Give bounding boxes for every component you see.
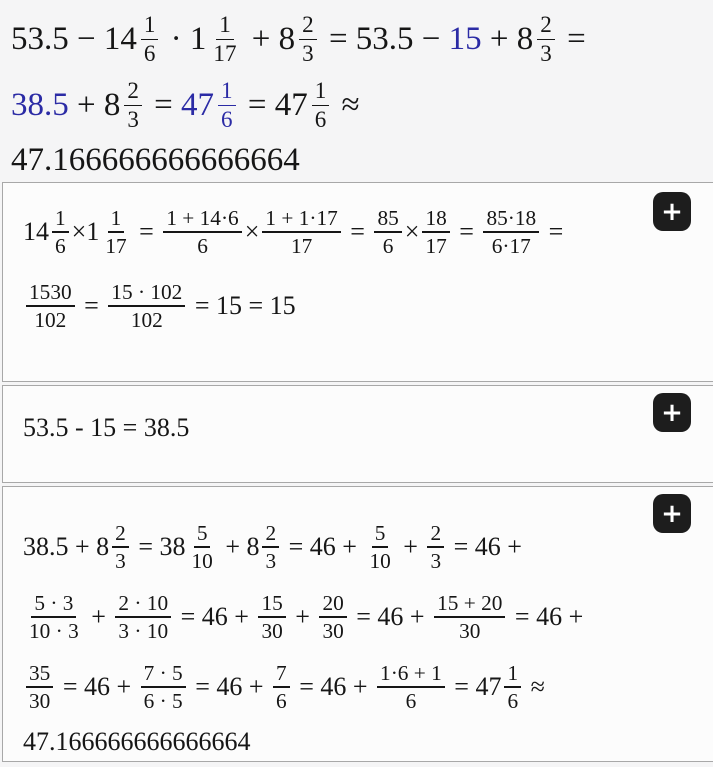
fraction-denominator: 6 (55, 234, 66, 258)
fraction-numerator: 2 (427, 521, 444, 549)
fraction-numerator: 1 + 14·6 (163, 206, 241, 234)
expand-addition-step-button[interactable]: + (653, 494, 691, 533)
math-text: = 46 + (349, 602, 432, 631)
fraction-denominator: 102 (34, 308, 67, 332)
fraction (273, 661, 290, 714)
math-text: ×1 (71, 217, 100, 246)
math-text: = 46 + (174, 602, 256, 631)
fraction (319, 591, 346, 644)
fraction-numerator: 2 (537, 12, 555, 40)
math-text: ≈ (524, 672, 545, 701)
fraction-denominator: 6 (197, 234, 208, 258)
fraction-denominator: 6 · 5 (143, 689, 183, 713)
math-text: + (396, 532, 425, 561)
fraction-denominator: 6 (143, 39, 156, 66)
math-text: + (84, 602, 113, 631)
fraction (112, 521, 129, 574)
fraction (483, 206, 539, 259)
math-text: × (404, 217, 420, 246)
fraction-denominator: 6 (507, 689, 519, 713)
math-text: ≈ (333, 86, 360, 123)
fraction-denominator: 3 · 10 (118, 619, 169, 643)
math-text: + 8 (481, 20, 534, 57)
math-text: = (132, 217, 161, 246)
fraction (262, 521, 279, 574)
fraction (434, 591, 505, 644)
fraction (258, 591, 285, 644)
fraction-numerator: 2 (124, 78, 142, 106)
fraction-denominator: 6 (276, 689, 287, 713)
fraction (422, 206, 449, 259)
step-card-addition (2, 486, 713, 762)
math-text: = 53.5 − (320, 20, 449, 57)
summary-decimal-result (11, 138, 705, 182)
fraction (26, 280, 75, 333)
fraction (210, 12, 239, 67)
math-text: = 46 + (292, 672, 375, 701)
math-text: · 1 (162, 20, 207, 57)
multiplication-step-line-2 (23, 273, 667, 339)
step-card-multiplication (2, 182, 713, 382)
fraction (427, 521, 444, 574)
math-text: = (77, 291, 106, 320)
fraction-numerator: 2 (262, 521, 279, 549)
fraction-numerator: 7 (273, 661, 290, 689)
fraction-numerator: 1 + 1·17 (262, 206, 340, 234)
fraction-numerator: 15 + 20 (434, 591, 505, 619)
fraction (299, 12, 317, 67)
fraction-denominator: 17 (290, 234, 313, 258)
fraction-denominator: 10 (191, 549, 213, 573)
math-text: + (288, 602, 317, 631)
fraction-denominator: 3 (127, 105, 139, 132)
math-text: = (452, 217, 481, 246)
fraction-numerator: 2 (112, 521, 129, 549)
math-text: = 46 + (282, 532, 364, 561)
fraction-denominator: 102 (130, 308, 163, 332)
fraction-numerator: 2 · 10 (115, 591, 171, 619)
math-text: 47 (181, 86, 215, 123)
fraction (262, 206, 340, 259)
fraction-denominator: 3 (265, 549, 277, 573)
math-text: = 47 (447, 672, 502, 701)
fraction-numerator: 85 (374, 206, 401, 234)
math-text: 38.5 + 8 (23, 532, 110, 561)
fraction-numerator: 18 (422, 206, 449, 234)
math-text: = 46 + (508, 602, 584, 631)
math-text: 38.5 (11, 86, 69, 123)
math-text: 53.5 - 15 = 38.5 (23, 413, 190, 442)
fraction-numerator: 5 (372, 521, 389, 549)
fraction-numerator: 5 (194, 521, 211, 549)
fraction (312, 78, 330, 133)
expand-multiplication-step-button[interactable]: + (653, 192, 691, 231)
fraction-numerator: 7 · 5 (141, 661, 186, 689)
fraction-denominator: 30 (459, 619, 481, 643)
fraction-denominator: 3 (540, 39, 552, 66)
summary-equation (0, 0, 713, 182)
fraction-numerator: 1 (108, 206, 125, 234)
fraction-denominator: 6 (314, 105, 327, 132)
math-text: = 46 + (188, 672, 271, 701)
fraction-numerator: 1·6 + 1 (377, 661, 445, 689)
math-text: = 46 + (56, 672, 138, 701)
math-text: = 38 (131, 532, 186, 561)
fraction-numerator: 15 · 102 (108, 280, 185, 308)
fraction-denominator: 6·17 (491, 234, 531, 258)
fraction-numerator: 2 (299, 12, 317, 40)
math-text: = (145, 86, 182, 123)
fraction-denominator: 30 (322, 619, 344, 643)
fraction (163, 206, 241, 259)
addition-step-line-2 (23, 583, 667, 651)
fraction-denominator: 30 (29, 689, 51, 713)
addition-step-line-1 (23, 513, 667, 581)
fraction (52, 206, 69, 259)
fraction (377, 661, 445, 714)
fraction-denominator: 3 (115, 549, 126, 573)
math-text: × (244, 217, 260, 246)
fraction-numerator: 1530 (26, 280, 75, 308)
fraction-numerator: 1 (312, 78, 330, 106)
fraction (504, 661, 521, 714)
math-text: = 15 = 15 (188, 291, 296, 320)
fraction (26, 661, 53, 714)
summary-line-2 (11, 72, 705, 138)
math-text: + 8 (68, 86, 121, 123)
fraction-denominator: 6 (382, 234, 394, 258)
math-text: = (343, 217, 372, 246)
fraction-denominator: 6 (221, 105, 233, 132)
fraction-numerator: 1 (216, 12, 234, 40)
math-text: = (558, 20, 586, 57)
fraction (26, 591, 82, 644)
fraction-denominator: 3 (430, 549, 442, 573)
fraction-numerator: 1 (52, 206, 69, 234)
fraction-numerator: 85·18 (483, 206, 539, 234)
fraction (108, 280, 185, 333)
fraction-denominator: 17 (213, 39, 237, 66)
fraction-denominator: 17 (105, 234, 127, 258)
fraction (124, 78, 142, 133)
subtraction-step-line-1 (23, 410, 667, 446)
fraction (141, 12, 159, 67)
math-text: = 47 (239, 86, 308, 123)
math-text: 15 (448, 20, 482, 57)
fraction (537, 12, 555, 67)
fraction-denominator: 17 (425, 234, 447, 258)
fraction (115, 591, 171, 644)
fraction-numerator: 1 (218, 78, 236, 106)
fraction-denominator: 10 (369, 549, 391, 573)
fraction-numerator: 15 (258, 591, 285, 619)
fraction-numerator: 1 (141, 12, 159, 40)
expand-subtraction-step-button[interactable]: + (653, 393, 691, 432)
fraction-numerator: 5 · 3 (31, 591, 76, 619)
math-text: 14 (23, 217, 49, 246)
fraction (218, 78, 236, 133)
math-text: + 8 (243, 20, 296, 57)
math-text: + 8 (218, 532, 260, 561)
fraction-denominator: 3 (302, 39, 314, 66)
math-text: 47.166666666666664 (11, 141, 300, 178)
step-card-subtraction (2, 385, 713, 483)
math-text: = (542, 217, 564, 246)
fraction-denominator: 10 · 3 (29, 619, 79, 643)
fraction-numerator: 35 (26, 661, 53, 689)
fraction (141, 661, 186, 714)
multiplication-step-line-1 (23, 199, 667, 265)
fraction (366, 521, 393, 574)
summary-line-1 (11, 6, 705, 72)
fraction-denominator: 30 (261, 619, 283, 643)
math-text: = 46 + (447, 532, 522, 561)
fraction-numerator: 20 (319, 591, 346, 619)
addition-step-line-3 (23, 653, 667, 721)
math-text: 47.166666666666664 (23, 727, 251, 756)
fraction-numerator: 1 (504, 661, 521, 689)
addition-step-decimal-result (23, 723, 667, 761)
fraction (102, 206, 129, 259)
math-text: 53.5 − 14 (11, 20, 137, 57)
fraction (189, 521, 216, 574)
fraction-denominator: 6 (405, 689, 417, 713)
fraction (374, 206, 401, 259)
